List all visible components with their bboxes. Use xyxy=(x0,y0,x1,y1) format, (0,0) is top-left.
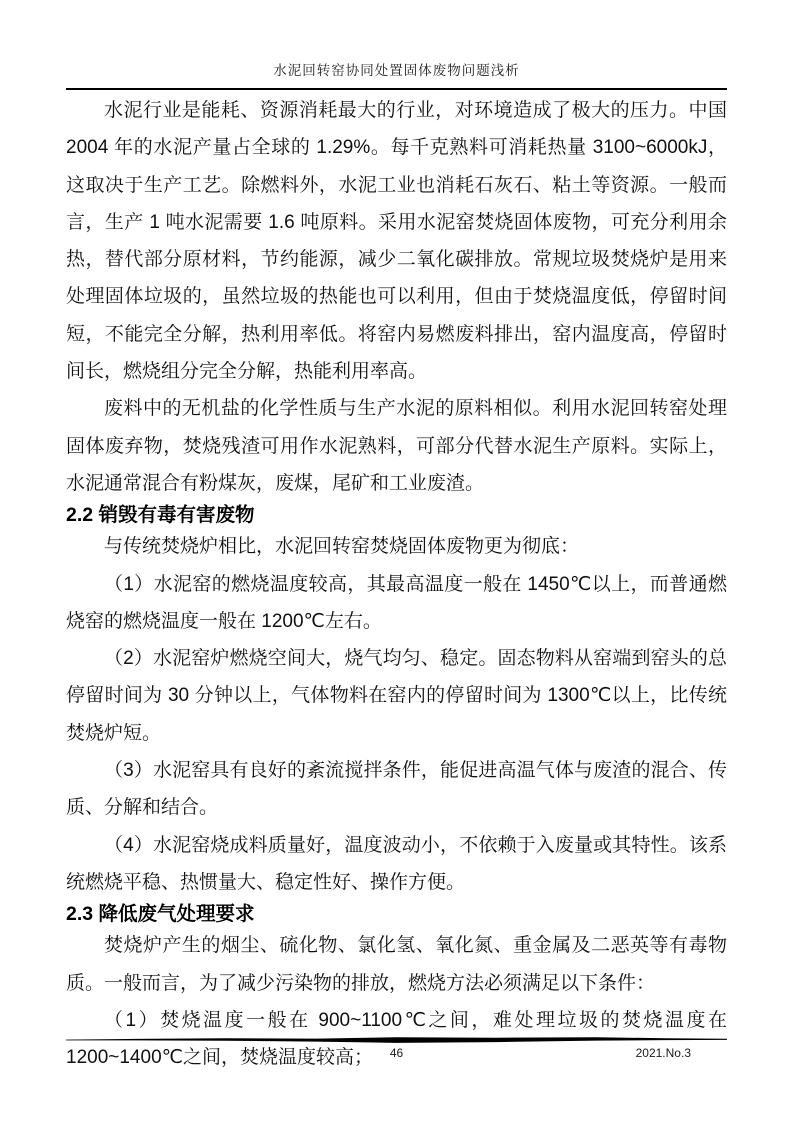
section-heading-2-3: 2.3 降低废气处理要求 xyxy=(66,903,255,926)
page-content xyxy=(66,0,727,1076)
paragraph-point-2-space: （2）水泥窑炉燃烧空间大，烧气均匀、稳定。固态物料从窑端到窑头的总停留时间为 30 分钟以上，气体物料在窑内的停留时间为 1300℃以上，比传统焚烧炉短。 xyxy=(66,648,727,744)
paragraph-point-1-temperature: （1）水泥窑的燃烧温度较高，其最高温度一般在 1450℃以上，而普通燃烧窑的燃烧温度一般在 1200℃左右。 xyxy=(66,573,727,632)
paragraph-point-4-quality: （4）水泥窑烧成料质量好，温度波动小，不依赖于入废量或其特性。该系统燃烧平稳、热惯量大、稳定性好、操作方便。 xyxy=(66,834,727,893)
journal-issue-label: 2021.No.3 xyxy=(635,1046,691,1060)
paragraph-industry-overview: 水泥行业是能耗、资源消耗最大的行业，对环境造成了极大的压力。中国 2004 年的水泥产量占全球的 1.29%。每千克熟料可消耗热量 3100~6000kJ，这取决于生产工艺。除燃料外，水泥工业也消耗石灰石、粘土等资源。一般而言，生产 1 吨水泥需要 1.6 吨原料。采用水泥窑焚烧固体废物，可充分利用余热，替代部分原材料，节约能源，减少二氧化碳排放。常规垃圾焚烧炉是用来处理固体垃圾的，虽然垃圾的热能也可以利用，但由于焚烧温度低，停留时间短，不能完全分解，热利用率低。将窑内易燃废料排出，窑内温度高，停留时间长，燃烧组分完全分解，热能利用率高。 xyxy=(66,100,727,383)
footer-rule xyxy=(66,1036,727,1044)
paragraph-inorganic-salts: 废料中的无机盐的化学性质与生产水泥的原料相似。利用水泥回转窑处理固体废弃物，焚烧残渣可用作水泥熟料，可部分代替水泥生产原料。实际上，水泥通常混合有粉煤灰，废煤，尾矿和工业废渣。 xyxy=(66,398,727,494)
article-body xyxy=(66,92,727,1076)
page-footer xyxy=(66,1036,727,1062)
footer-row xyxy=(66,1046,727,1062)
paragraph-condition-1-temperature: （1）焚烧温度一般在 900~1100℃之间，难处理垃圾的焚烧温度在 1200~1400℃之间，焚烧温度较高； xyxy=(66,1009,727,1069)
running-header-title: 水泥回转窑协同处置固体废物问题浅析 xyxy=(273,63,520,78)
paragraph-pollutants-intro: 焚烧炉产生的烟尘、硫化物、氯化氢、氧化氮、重金属及二恶英等有毒物质。一般而言，为了减少污染物的排放，燃烧方法必须满足以下条件： xyxy=(66,935,727,994)
paragraph-comparison-intro: 与传统焚烧炉相比，水泥回转窑焚烧固体废物更为彻底： xyxy=(104,536,580,558)
section-heading-2-2: 2.2 销毁有毒有害废物 xyxy=(66,504,255,527)
header-rule xyxy=(66,88,727,90)
paragraph-point-3-turbulence: （3）水泥窑具有良好的紊流搅拌条件，能促进高温气体与废渣的混合、传质、分解和结合。 xyxy=(66,760,727,819)
page-number: 46 xyxy=(389,1046,404,1060)
